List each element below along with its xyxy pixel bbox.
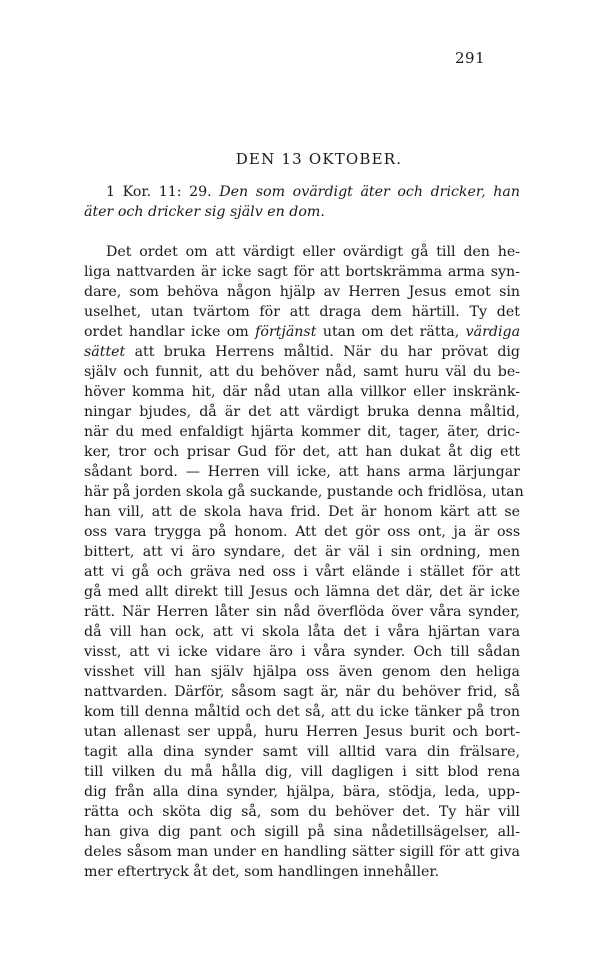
body-line: visst, att vi icke vidare äro i våra synder. Och till sådan <box>84 644 521 660</box>
body-line: ningar bjudes, då är det att värdigt bruka denna måltid, <box>84 404 520 420</box>
body-line: nattvarden. Därför, såsom sagt är, när du behöver frid, så <box>84 684 521 700</box>
body-line: deles såsom man under en handling sätter sigill för att giva <box>84 844 520 860</box>
body-line: då vill han ock, att vi skola låta det i våra hjärtan vara <box>84 624 521 640</box>
body-line: visshet vill han själv hjälpa oss även genom den heliga <box>84 664 520 680</box>
body-line: dare, som behöva någon hjälp av Herren Jesus emot sin <box>84 284 521 300</box>
body-line: Det ordet om att värdigt eller ovärdigt gå till den he- <box>106 244 521 260</box>
body-line: utan allenast ser uppå, huru Herren Jesus burit och bort- <box>84 724 521 740</box>
bible-verse <box>84 182 520 222</box>
body-line: till vilken du må hålla dig, vill dagligen i sitt blod rena <box>84 764 521 780</box>
body-line: sättet att bruka Herrens måltid. När du har prövat dig <box>84 344 521 360</box>
verse-text: Den som ovärdigt äter och dricker, han äter och dricker sig själv en dom. <box>84 184 520 220</box>
body-line: oss vara trygga på honom. Att det gör oss ont, ja är oss <box>84 524 521 540</box>
body-line: han vill, att de skola hava frid. Det är honom kärt att se <box>84 504 520 520</box>
body-line: rätt. När Herren låter sin nåd överflöda över våra synder, <box>84 604 520 620</box>
body-line: själv och funnit, att du behöver nåd, samt huru väl du be- <box>84 364 521 380</box>
verse-reference: 1 Kor. 11: 29. <box>106 184 212 200</box>
body-line: höver komma hit, där nåd utan alla villkor eller inskränk- <box>84 384 521 400</box>
body-paragraph <box>84 242 524 882</box>
page-number: 291 <box>455 49 486 67</box>
body-line: liga nattvarden är icke sagt för att bortskrämma arma syn- <box>84 264 520 280</box>
body-line: bittert, att vi äro syndare, det är väl i sin ordning, men <box>84 544 521 560</box>
body-line: gå med allt direkt till Jesus och lämna det där, det är icke <box>84 584 520 600</box>
body-line: här på jorden skola gå suckande, pustande och fridlösa, utan <box>84 484 524 500</box>
body-line: när du med enfaldigt hjärta kommer dit, tager, äter, dric- <box>84 424 520 440</box>
body-line: mer eftertryck åt det, som handlingen innehåller. <box>84 864 440 880</box>
body-line: att vi gå och gräva ned oss i vårt elände i stället för att <box>84 564 521 580</box>
body-line: ordet handlar icke om förtjänst utan om det rätta, värdiga <box>84 324 521 340</box>
body-line: tagit alla dina synder samt vill alltid vara din frälsare, <box>84 744 521 760</box>
page-heading: DEN 13 OKTOBER. <box>235 150 403 168</box>
body-line: kom till denna måltid och det så, att du icke tänker på tron <box>84 704 521 720</box>
body-line: rätta och sköta dig så, som du behöver det. Ty här vill <box>84 804 520 820</box>
body-line: uselhet, utan tvärtom för att draga dem härtill. Ty det <box>84 304 520 320</box>
body-line: dig från alla dina synder, hjälpa, bära, stödja, leda, upp- <box>84 784 521 800</box>
body-line: sådant bord. — Herren vill icke, att hans arma lärjungar <box>84 464 520 480</box>
body-line: ker, tror och prisar Gud för det, att han dukat åt dig ett <box>84 444 520 460</box>
body-line: han giva dig pant och sigill på sina nådetillsägelser, all- <box>84 824 520 840</box>
